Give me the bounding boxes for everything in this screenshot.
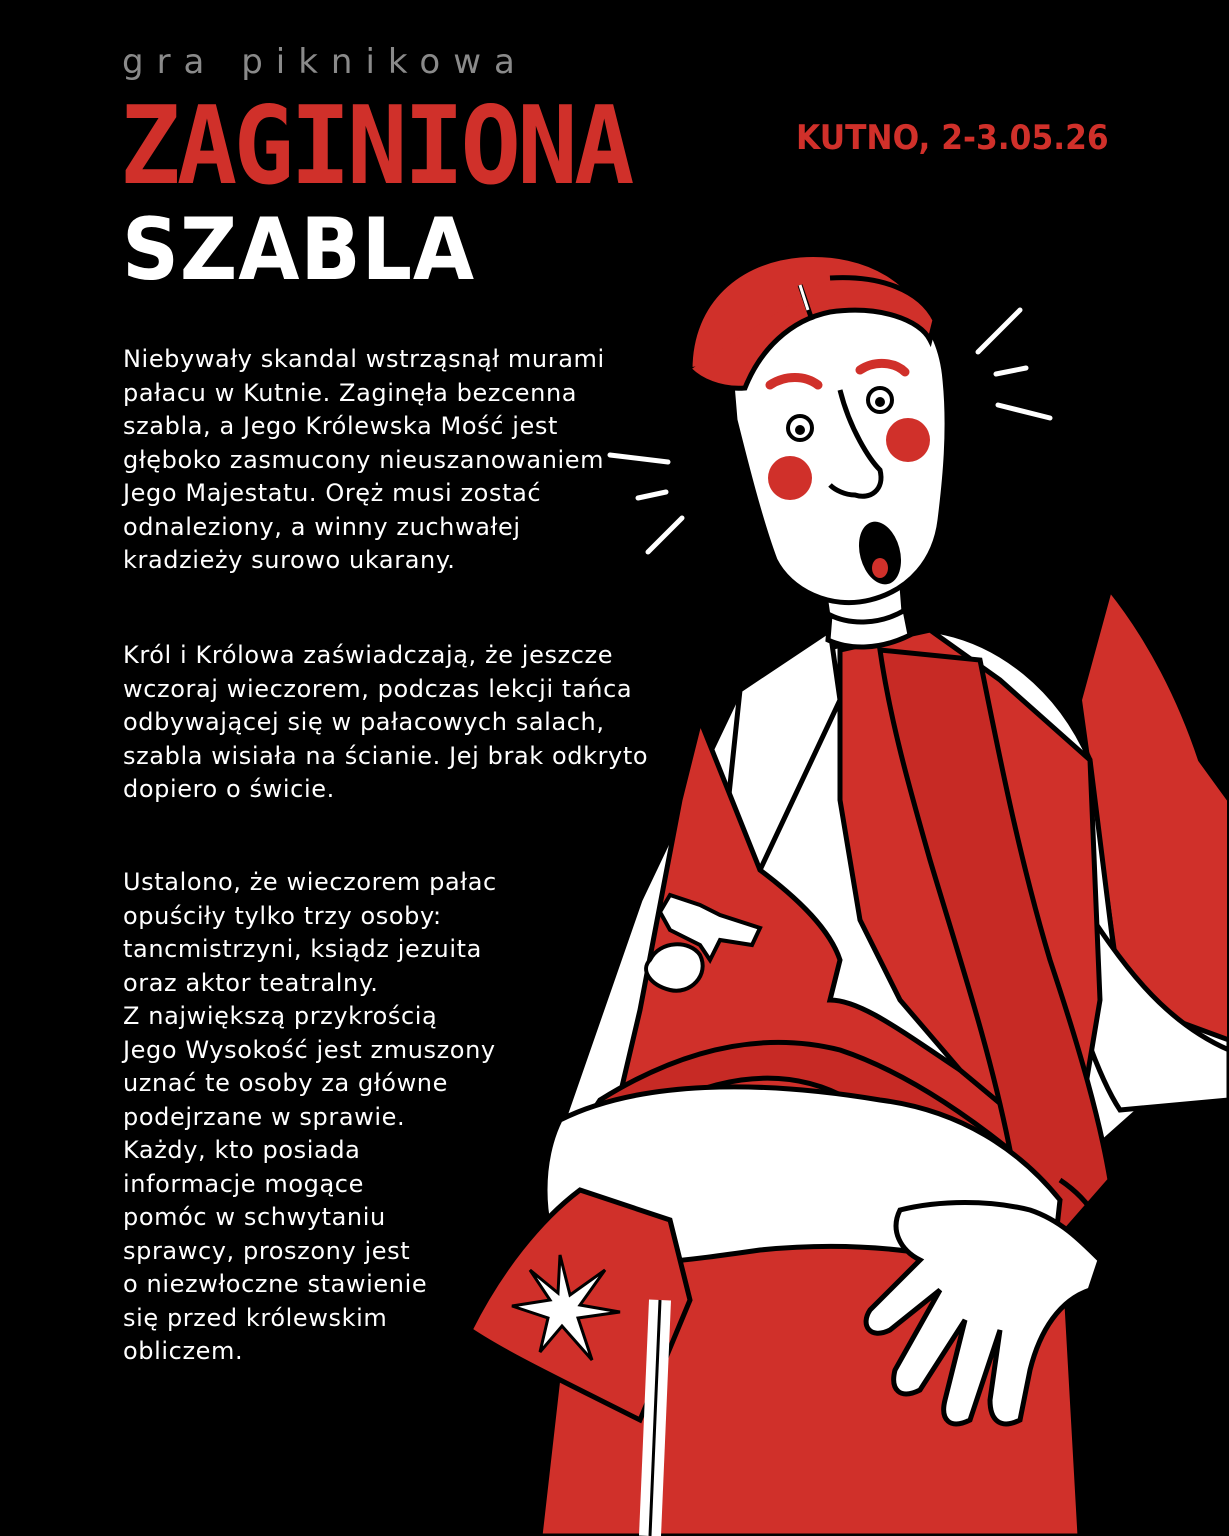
text-line: podejrzane w sprawie. [123, 1102, 406, 1131]
event-info: KUTNO, 2-3.05.26 [796, 118, 1109, 158]
text-line: opuściły tylko trzy osoby: [123, 901, 442, 930]
text-line: Każdy, kto posiada [123, 1136, 361, 1164]
paragraph-intro [123, 343, 605, 578]
subtitle: gra piknikowa [122, 42, 528, 82]
text-line: oraz aktor teatralny. [123, 968, 379, 997]
text-line: odbywającej się w pałacowych salach, [123, 708, 605, 736]
text-line: Jego Majestatu. Oręż musi zostać [123, 479, 542, 507]
title-main: ZAGINIONA [120, 84, 631, 209]
title-sub: SZABLA [122, 200, 476, 300]
text-line: Król i Królowa zaświadczają, że jeszcze [123, 641, 614, 669]
text-line: szabla wisiała na ścianie. Jej brak odkryto [123, 741, 649, 770]
text-line: Z największą przykrością [123, 1002, 438, 1030]
text-line: Ustalono, że wieczorem pałac [123, 868, 497, 896]
text-line: szabla, a Jego Królewska Mość jest [123, 412, 559, 440]
text-line: wczoraj wieczorem, podczas lekcji tańca [123, 674, 633, 703]
text-line: tancmistrzyni, ksiądz jezuita [123, 935, 482, 963]
text-line: dopiero o świcie. [123, 775, 335, 803]
paragraph-suspects [123, 866, 497, 1369]
text-line: sprawcy, proszony jest [123, 1236, 411, 1265]
text-line: pałacu w Kutnie. Zaginęła bezcenna [123, 378, 578, 407]
paragraph-testimony [123, 639, 648, 807]
text-line: informacje mogące [123, 1169, 364, 1198]
text-line: Niebywały skandal wstrząsnął murami [123, 345, 605, 373]
text-line: pomóc w schwytaniu [123, 1203, 386, 1231]
text-line: o niezwłoczne stawienie [123, 1270, 428, 1298]
text-line: kradzieży surowo ukarany. [123, 546, 456, 574]
text-line: Jego Wysokość jest zmuszony [123, 1035, 496, 1064]
text-line: obliczem. [123, 1337, 244, 1365]
text-line: się przed królewskim [123, 1303, 388, 1332]
text-line: uznać te osoby za główne [123, 1069, 448, 1097]
text-line: odnaleziony, a winny zuchwałej [123, 512, 521, 541]
text-line: głęboko zasmucony nieuszanowaniem [123, 445, 605, 474]
